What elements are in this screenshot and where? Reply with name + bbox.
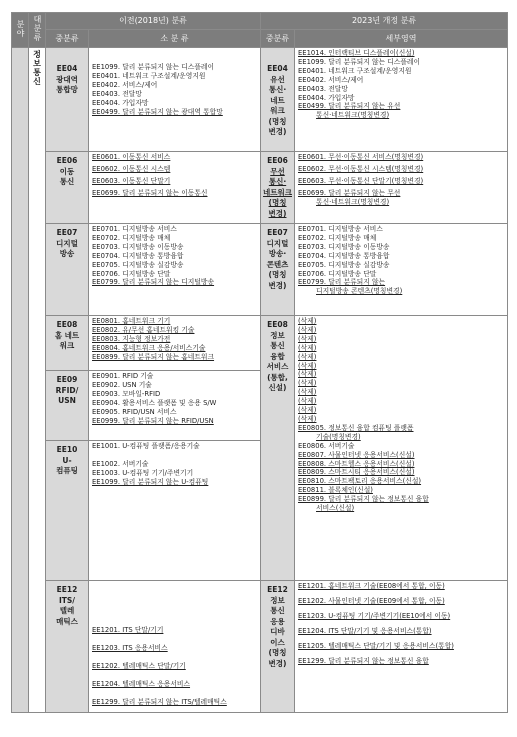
classification-item: EE0703. 디지털방송 이동방송 [298,242,390,251]
mid-label-line: EE07 [267,228,288,237]
old-items-ee09 [89,371,261,441]
mid-label-line: 컴퓨팅 [56,466,78,475]
header-daebunryu: 대분류 [29,13,46,48]
classification-item: EE0403. 전달망 [92,89,142,98]
old-mid-ee04 [46,48,89,152]
classification-item: EE0808. 스마트헬스 응용서비스(신설) [298,459,415,468]
classification-item: EE0899. 달리 분류되지 않는 홈네트워크 [92,352,215,361]
classification-item: EE0401. 네트워크 구조설계/운영지원 [92,71,206,80]
classification-item: EE0810. 스마트팩토리 응용서비스(신설) [298,477,422,486]
mid-label-line: 홈 네트 [54,330,80,340]
classification-item: EE1201. ITS 단말/기기 [92,626,164,634]
mid-label-line: (명칭 [268,270,287,279]
mid-label-line: EE10 [56,445,78,454]
mid-label-line: EE06 [267,156,288,165]
classification-item: EE1203. ITS 응용서비스 [92,643,168,652]
new-mid-ee06 [261,152,295,224]
classification-item: 디지털방송 콘텐츠(명칭변경) [316,287,403,296]
mid-label-line: (명칭 [268,198,287,207]
mid-label-line: USN [58,396,76,405]
mid-label-line: 변경) [268,280,287,290]
new-mid-ee08 [261,316,295,581]
classification-item: EE0705. 디지털방송 실감방송 [92,260,184,269]
mid-label-line: 변경) [268,127,287,136]
mid-label-line: EE04 [267,64,288,73]
classification-item: (삭제) [298,397,317,406]
mid-label-line: 이스 [270,637,285,647]
mid-label-line: 워크 [59,341,75,350]
classification-item: EE1001. U-컴퓨팅 플랫폼/응용기술 [92,442,200,450]
classification-item: EE0809. 스마트시티 응용서비스(신설) [298,468,415,477]
classification-item: EE0806. 서버기술 [298,441,355,450]
old-items-ee10 [89,441,261,581]
classification-item: EE0499. 달리 분류되지 않는 광대역 통합망 [92,107,223,116]
old-mid-ee09 [46,371,89,441]
classification-item: EE0499. 달리 분류되지 않는 유선 [298,102,401,111]
classification-item: (삭제) [298,379,317,388]
old-items-ee12 [89,581,261,713]
mid-label-line: 변경) [268,658,287,668]
classification-item: EE1099. 달리 분류되지 않는 U-컴퓨팅 [92,477,209,486]
mid-label-line: 무선 [270,166,285,176]
classification-item: EE0811. 블록체인(신설) [298,486,373,495]
classification-item: 통신·네트워크(명칭변경) [316,197,390,206]
classification-item: 통신·네트워크(명칭변경) [316,111,390,120]
classification-item: EE0401. 네트워크 구조설계/운영지원 [298,66,412,75]
classification-item: EE1099. 달리 분류되지 않는 디스플레이 [298,57,421,66]
classification-item: EE0602. 무선·이동통신 시스템(명칭변경) [298,164,424,173]
classification-item: EE0799. 달리 분류되지 않는 디지털방송 [92,278,215,287]
mid-label-line: U- [62,455,72,465]
old-items-ee07 [89,224,261,316]
classification-item: (삭제) [298,352,317,361]
classification-item: EE1003. U-컴퓨팅 기기/주변기기 [92,468,194,477]
classification-item: (삭제) [298,370,317,379]
new-items-ee08 [295,316,508,581]
classification-item: EE0905. RFID/USN 서비스 [92,407,177,416]
old-items-ee06 [89,152,261,224]
classification-item: EE0603. 무선·이동통신 단말기(명칭변경) [298,176,424,185]
header-old-sub-col: 소 분 류 [89,30,261,48]
mid-label-line: 방송 [59,249,75,258]
classification-item: EE0702. 디지털방송 매체 [92,233,171,242]
classification-item: EE0799. 달리 분류되지 않는 [298,278,386,287]
classification-item: EE0706. 디지털방송 단말 [92,269,171,278]
old-mid-ee06 [46,152,89,224]
classification-item: 서비스(신설) [316,504,355,513]
classification-item: EE1299. 달리 분류되지 않는 ITS/텔레매틱스 [92,697,227,706]
mid-label-line: 융합 [270,351,285,361]
mid-label-line: 변경) [268,208,287,218]
mid-label-line: ITS/ [58,595,76,605]
mid-label-line: 네트 [270,95,285,105]
mid-label-line: 통신 [59,177,75,186]
classification-item: EE1203. U-컴퓨팅 기기/주변기기(EE10에서 이동) [298,611,451,620]
header-old-mid-col: 중분류 [46,30,89,48]
classification-item: EE0704. 디지털방송 통방융합 [298,251,390,260]
mid-label-line: 이동 [59,166,75,176]
classification-item: EE0402. 서비스/제어 [92,80,158,89]
classification-item: 기술(명칭변경) [316,432,361,441]
old-mid-ee12 [46,581,89,713]
mid-label-line: 디지털 [56,238,78,248]
classification-item: EE0706. 디지털방송 단말 [298,269,377,278]
mid-label-line: 텔레 [59,606,75,615]
mid-label-line: 워크 [270,106,285,115]
classification-item: EE0702. 디지털방송 매체 [298,233,377,242]
mid-label-line: EE09 [56,375,78,384]
mid-label-line: 디바 [270,627,285,636]
classification-item: EE1014. 인터랙티브 디스플레이(신설) [298,49,415,57]
bunya-cell [12,48,29,713]
header-new-mid-col: 중분류 [261,30,295,48]
classification-item: EE0701. 디지털방송 서비스 [92,225,177,233]
mid-label-line: 디지털 [266,238,289,248]
daebunryu-label: 정보통신 [32,50,42,86]
new-items-ee07 [295,224,508,316]
mid-label-line: 통신 [270,341,285,350]
mid-label-line: 정보 [270,595,285,605]
old-mid-ee10 [46,441,89,581]
classification-item: EE0705. 디지털방송 실감방송 [298,260,390,269]
new-mid-ee04 [261,48,295,152]
classification-item: EE0701. 디지털방송 서비스 [298,225,383,233]
old-items-ee08 [89,316,261,371]
mid-label-line: 매틱스 [56,616,78,626]
mid-label-line: 정보 [270,330,285,340]
new-items-ee06 [295,152,508,224]
mid-label-line: EE04 [56,64,78,73]
classification-item: (삭제) [298,388,317,397]
classification-item: EE0903. 모바일-RFID [92,389,161,398]
classification-item: EE1099. 달리 분류되지 않는 디스플레이 [92,63,215,71]
classification-item: EE0601. 이동통신 서비스 [92,153,171,161]
classification-item: EE0807. 사물인터넷 응용서비스(신설) [298,450,415,459]
classification-item: EE0703. 디지털방송 이동방송 [92,242,184,251]
mid-label-line: 유선 [270,74,285,84]
classification-item: EE1205. 텔레매틱스 단말/기기 및 응용서비스(통합) [298,641,454,650]
new-items-ee04 [295,48,508,152]
mid-label-line: 통신 [270,606,285,615]
mid-label-line: 콘텐츠 [266,259,289,269]
mid-label-line: 응용 [270,616,285,626]
classification-item: EE0704. 디지털방송 통방융합 [92,251,184,260]
classification-item: EE1202. 사물인터넷 기술(EE09에서 통합, 이동) [298,596,445,605]
mid-label-line: EE06 [56,156,78,165]
mid-label-line: 방송· [268,249,287,258]
mid-label-line: (명칭 [268,648,287,657]
classification-item: EE0699. 달리 분류되지 않는 이동통신 [92,188,208,197]
mid-label-line: EE07 [56,228,78,237]
classification-item: EE0402. 서비스/제어 [298,75,364,84]
header-new-title: 2023년 개정 분류 [261,13,508,30]
classification-item: EE0404. 가입자망 [298,93,355,102]
new-mid-ee07 [261,224,295,316]
classification-item: (삭제) [298,343,317,352]
mid-label-line: 통신· [268,177,287,186]
classification-item: EE1202. 텔레매틱스 단말/기기 [92,661,186,670]
classification-item: EE0601. 무선·이동통신 서비스(명칭변경) [298,153,424,161]
classification-item: EE0899. 달리 분류되지 않는 정보통신 융합 [298,495,429,504]
mid-label-line: RFID/ [55,385,79,395]
mid-label-line: 네트워크 [263,187,292,197]
classification-item: EE0802. 유/무선 홈네트워킹 기술 [92,325,195,334]
header-new-area-col: 세부영역 [295,30,508,48]
classification-item: EE1204. 텔레매틱스 응용서비스 [92,679,191,688]
classification-table [11,12,508,713]
mid-label-line: 광대역 [56,74,78,84]
classification-item: EE0404. 가입자망 [92,98,149,107]
classification-item: (삭제) [298,414,317,423]
old-mid-ee08 [46,316,89,371]
classification-item: EE0804. 홈네트워크 응용/서비스기술 [92,343,206,352]
mid-label-line: EE08 [56,320,78,329]
mid-label-line: EE12 [267,585,288,594]
classification-item: EE0901. RFID 기술 [92,372,154,380]
classification-item: EE1204. ITS 단말/기기 및 응용서비스(통합) [298,626,432,635]
classification-item: EE0999. 달리 분류되지 않는 RFID/USN [92,416,214,425]
mid-label-line: (통합, [267,372,288,382]
mid-label-line: 서비스 [266,362,289,371]
mid-label-line: 신설) [268,383,287,392]
mid-label-line: 통합망 [56,85,78,94]
mid-label-line: 통신· [268,85,287,94]
old-mid-ee07 [46,224,89,316]
classification-item: (삭제) [298,325,317,334]
classification-item: EE0602. 이동통신 시스템 [92,164,171,173]
classification-item: EE0904. 활용서비스 플랫폼 및 응용 S/W [92,398,217,407]
classification-item: EE0699. 달리 분류되지 않는 무선 [298,188,401,197]
new-items-ee12 [295,581,508,713]
old-items-ee04 [89,48,261,152]
header-old-title: 이전(2018년) 분류 [46,13,261,30]
new-mid-ee12 [261,581,295,713]
daebunryu-cell [29,48,46,713]
mid-label-line: EE12 [56,585,78,594]
classification-item: (삭제) [298,334,317,343]
classification-item: EE1002. 서버기술 [92,459,149,468]
header-bunya: 분야 [12,13,29,48]
mid-label-line: EE08 [267,320,288,329]
classification-item: EE0902. USN 기술 [92,380,152,389]
classification-item: EE0805. 정보통신 융합 컴퓨팅 플랫폼 [298,423,414,432]
classification-item [92,451,257,460]
classification-item: EE0803. 지능형 정보가전 [92,334,171,343]
classification-item: EE1299. 달리 분류되지 않는 정보통신 융합 [298,656,429,665]
classification-item: (삭제) [298,317,317,325]
classification-item: EE0403. 전달망 [298,84,348,93]
classification-item: EE1201. 홈네트워크 기술(EE08에서 통합, 이동) [298,582,445,590]
classification-item: EE0801. 홈네트워크 기기 [92,317,171,325]
classification-item: (삭제) [298,361,317,370]
mid-label-line: (명칭 [268,116,287,126]
classification-item: EE0603. 이동통신 단말기 [92,176,171,185]
classification-item: (삭제) [298,406,317,415]
